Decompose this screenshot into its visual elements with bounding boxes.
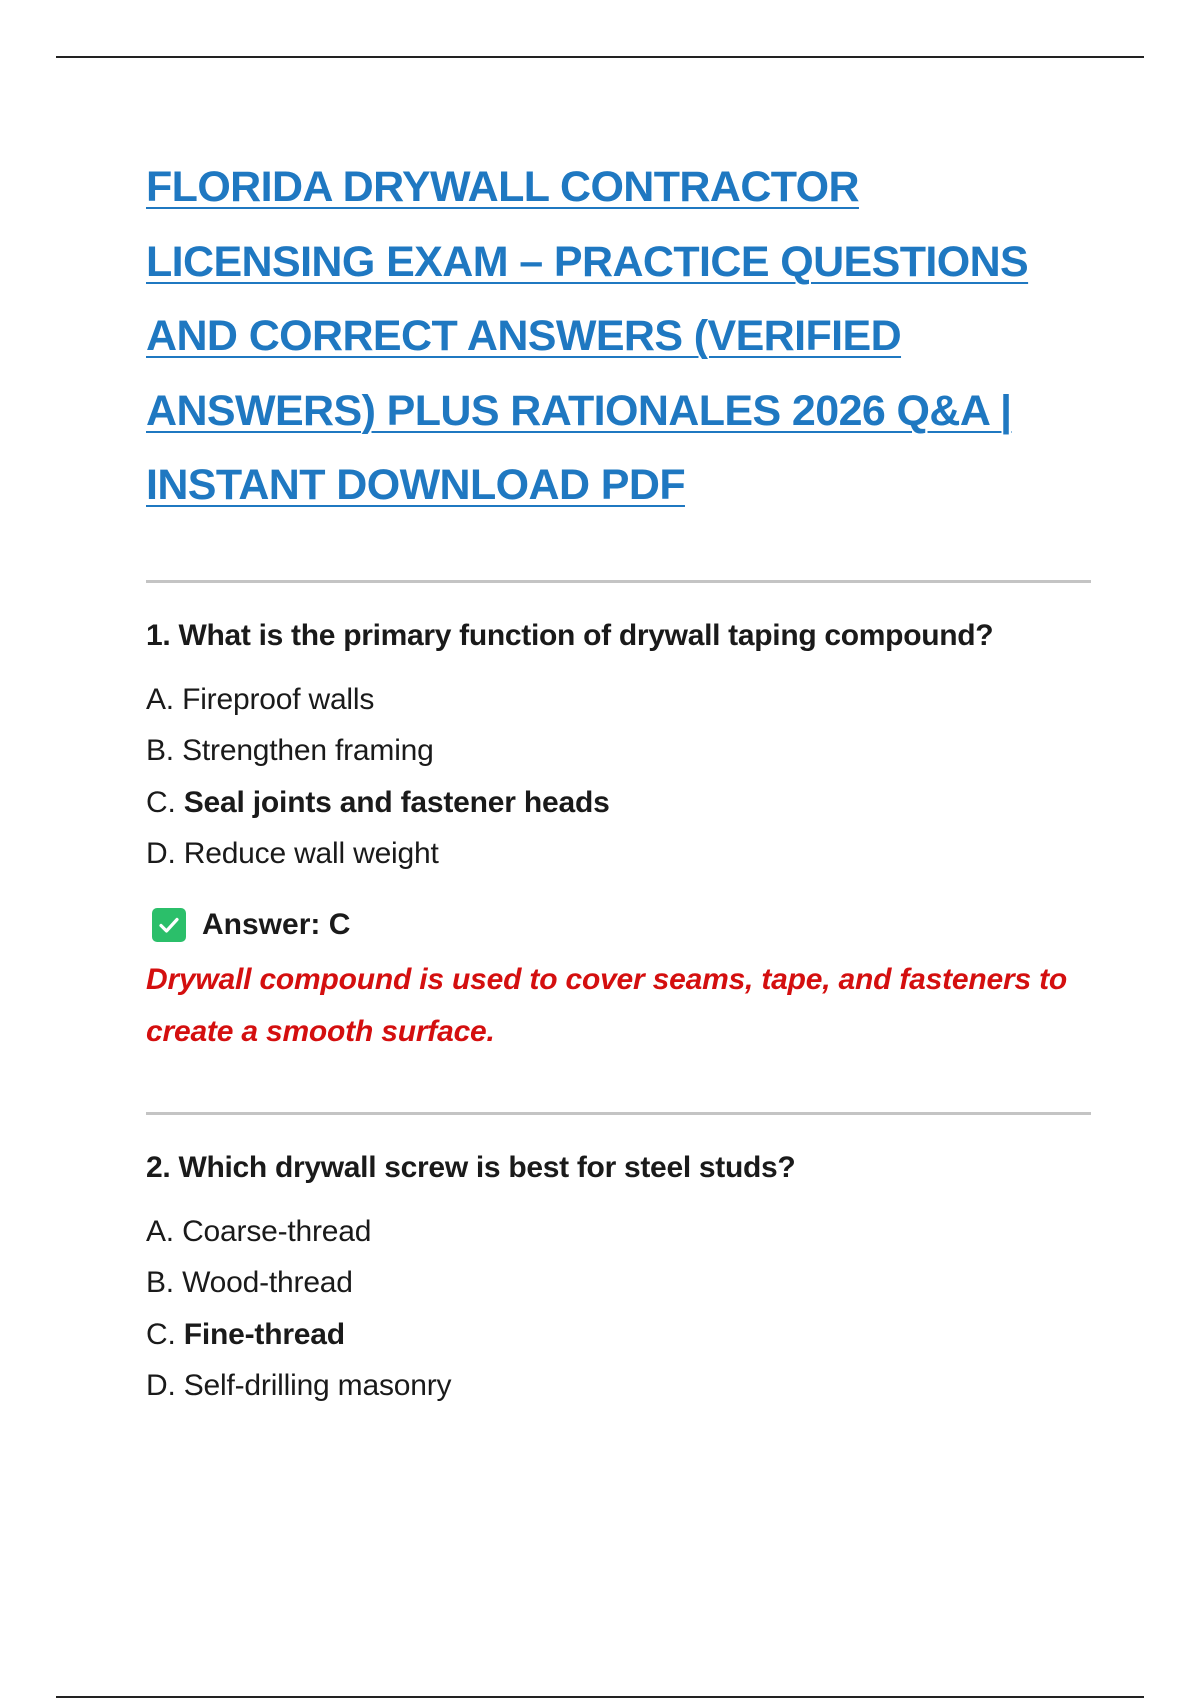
option-c-correct bbox=[146, 777, 1091, 829]
answer-options bbox=[146, 674, 1091, 880]
option-text: Fine-thread bbox=[183, 1317, 345, 1351]
section-divider bbox=[146, 1112, 1091, 1115]
option-a bbox=[146, 1206, 1091, 1258]
option-text: Reduce wall weight bbox=[183, 837, 439, 870]
answer-rationale: Drywall compound is used to cover seams, tape, and fasteners to create a smooth surface. bbox=[146, 962, 1068, 1048]
page-bottom-rule bbox=[56, 1696, 1144, 1698]
document-title-link[interactable]: FLORIDA DRYWALL CONTRACTOR LICENSING EXAM – PRACTICE QUESTIONS AND CORRECT ANSWERS (VERIFIED ANSWERS) PLUS RATIONALES 2026 Q&A | INSTANT DOWNLOAD PDF bbox=[146, 163, 1029, 509]
page-top-rule bbox=[56, 56, 1144, 58]
option-letter: B. bbox=[146, 1266, 174, 1299]
option-d bbox=[146, 828, 1091, 880]
option-a bbox=[146, 674, 1091, 726]
document-body bbox=[146, 150, 1091, 1412]
option-text: Self-drilling masonry bbox=[183, 1369, 452, 1402]
option-text: Strengthen framing bbox=[182, 734, 434, 767]
question-text: 1. What is the primary function of drywall taping compound? bbox=[146, 618, 994, 652]
option-text: Wood-thread bbox=[182, 1266, 353, 1299]
question-2 bbox=[146, 1148, 1091, 1412]
option-letter: A. bbox=[146, 682, 174, 716]
option-letter: D. bbox=[146, 1369, 176, 1402]
answer-row bbox=[146, 902, 1091, 948]
question-1 bbox=[146, 616, 1091, 1058]
option-text: Fireproof walls bbox=[182, 682, 375, 716]
answer-label: Answer: C bbox=[202, 907, 351, 941]
option-letter: A. bbox=[146, 1214, 174, 1248]
option-letter: D. bbox=[146, 837, 176, 870]
answer-options bbox=[146, 1206, 1091, 1412]
option-c-correct bbox=[146, 1309, 1091, 1361]
option-text: Coarse-thread bbox=[182, 1214, 372, 1248]
option-letter: C. bbox=[146, 1317, 176, 1351]
option-b bbox=[146, 725, 1091, 777]
option-d bbox=[146, 1360, 1091, 1412]
option-text: Seal joints and fastener heads bbox=[183, 785, 610, 819]
question-text: 2. Which drywall screw is best for steel studs? bbox=[146, 1150, 796, 1184]
section-divider bbox=[146, 580, 1091, 583]
option-b bbox=[146, 1257, 1091, 1309]
option-letter: C. bbox=[146, 785, 176, 819]
green-checkmark-icon bbox=[152, 908, 186, 942]
option-letter: B. bbox=[146, 734, 174, 767]
